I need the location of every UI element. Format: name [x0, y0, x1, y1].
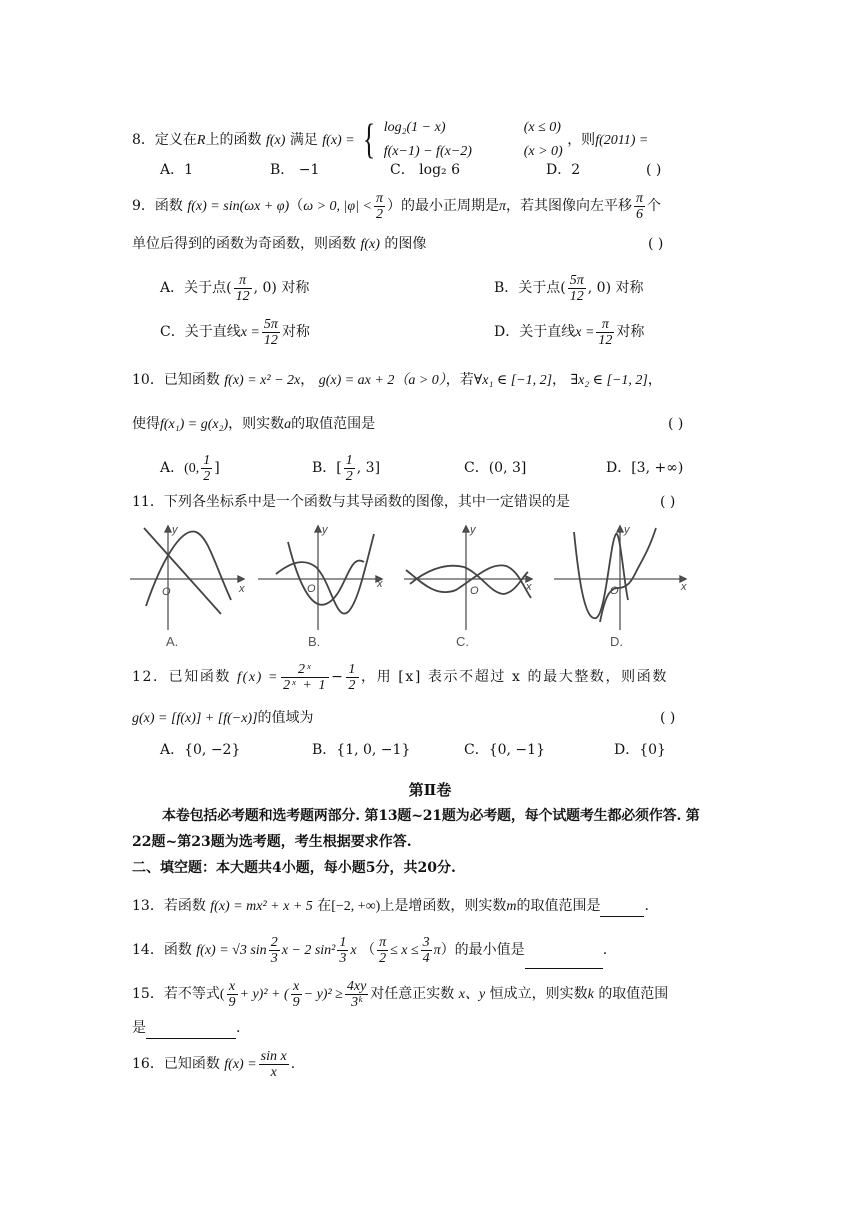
q15-n2: x	[291, 979, 302, 995]
q12-g: g(x) = [f(x)] + [f(−x)]	[132, 711, 258, 726]
q10-g: g(x) = ax + 2	[318, 373, 395, 388]
q14-blank[interactable]	[525, 932, 603, 969]
q9-cond-frac	[374, 191, 385, 222]
q11-d-y: y	[624, 524, 630, 536]
q12-line2	[132, 708, 314, 729]
q11-label-b: B.	[308, 634, 321, 649]
q11-text: 11．下列各坐标系中是一个函数与其导函数的图像，其中一定错误的是	[132, 494, 570, 510]
q14-dot: .	[602, 942, 608, 958]
q10-comma: ，	[552, 372, 567, 388]
q10-optB-label: B．	[312, 460, 337, 476]
q15-n3: 4xy	[346, 978, 367, 994]
q12-line2-end: 的值域为	[257, 710, 314, 726]
q9-optC	[160, 316, 310, 349]
q9-optB-frac	[568, 273, 586, 304]
q15-line2	[132, 1018, 240, 1039]
q9-cond: ω > 0, |φ| <	[303, 199, 372, 214]
q12-line1	[132, 660, 668, 695]
part2-section: 二、填空题：本大题共4小题，每小题5分，共20分.	[132, 860, 456, 876]
q14-lhs: f(x) = √3 sin	[196, 943, 267, 958]
q10-line2	[132, 414, 375, 435]
q10-comma2: ，	[647, 372, 662, 388]
q12-mid: ，用 [x] 表示不超过 x 的最大整数，则函数	[361, 669, 668, 685]
q11-b-o: O	[307, 583, 316, 595]
q10-gcond: （a > 0）	[394, 373, 446, 388]
q10-sep: ，	[300, 372, 315, 388]
q15-d1: 9	[228, 994, 236, 1010]
q15-k: k	[587, 987, 594, 1002]
q8-case1: log₂(1 − x)	[383, 120, 446, 135]
q13-line	[132, 896, 649, 917]
q9-optA-frac	[234, 273, 252, 304]
q9-optC-frac	[262, 317, 280, 348]
q11-c-x: x	[526, 581, 532, 593]
q12-optA: A．{0, −2}	[160, 742, 241, 758]
q9-optB-pre: B．关于点	[494, 280, 561, 296]
q10-optA-open: (0,	[184, 461, 200, 476]
q14-pi: π	[433, 943, 441, 958]
q9-paren: ( )	[648, 236, 664, 252]
q9-shift-frac	[634, 191, 645, 222]
q10-optB-open: [	[336, 460, 342, 476]
q11-c-y: y	[470, 524, 476, 536]
q8-optB: B． −1	[270, 162, 320, 178]
q8-optC: C． log₂ 6	[390, 162, 460, 178]
q8-optD: D．2	[546, 162, 581, 178]
q15-frac3	[345, 979, 368, 1010]
q10-optC: C．(0, 3]	[464, 460, 527, 476]
q9-optA-close: , 0)	[253, 280, 277, 296]
q9-shift: ，若其图像向左平移	[505, 198, 632, 214]
q9-optC-pre: C．关于直线	[160, 324, 241, 340]
q14-n3: π	[379, 934, 387, 950]
q12-num: 2ˣ	[281, 662, 329, 678]
q14-frac4	[421, 935, 432, 966]
q10-line1	[132, 370, 662, 391]
q11-b-y: y	[322, 524, 328, 536]
q9-prefix: 9．函数	[132, 198, 183, 214]
q10-a: a	[284, 417, 292, 432]
q10-optA-den: 2	[203, 468, 211, 484]
q15-n1: x	[227, 979, 238, 995]
q9-optB-post: 对称	[615, 280, 644, 296]
q10-prefix: 10．已知函数	[132, 372, 220, 388]
q9-line1	[132, 190, 661, 223]
q12-prefix: 12．已知函数	[132, 669, 232, 685]
q9-func: f(x) = sin(ωx + φ)	[187, 199, 290, 214]
q15-p1: (	[219, 987, 225, 1002]
q15-line1	[132, 976, 668, 1013]
q10-optB-den: 2	[345, 468, 353, 484]
q9-cond-den: 2	[375, 206, 383, 222]
q13-mid: 上是增函数，则实数	[380, 898, 507, 914]
q8-f-eq: f(x) =	[322, 133, 355, 148]
q15-blank[interactable]	[146, 1018, 236, 1039]
q11-line1	[132, 492, 570, 512]
q11-b-x: x	[377, 578, 383, 590]
q8-cond2: (x > 0)	[523, 144, 563, 159]
q14-open: （	[361, 942, 376, 958]
q10-line2-post: ，则实数	[228, 416, 285, 432]
q8-paren: ( )	[646, 162, 662, 178]
q11-a-o: O	[162, 586, 171, 598]
q9-cond-num: π	[375, 190, 383, 206]
q9-optA	[160, 272, 309, 304]
q9-line2	[132, 234, 426, 255]
q9-optC-num: 5π	[263, 316, 278, 332]
q8-fx: f(x)	[265, 133, 286, 148]
q14-d2: 3	[339, 950, 347, 966]
q15-d2: 9	[292, 994, 300, 1010]
part2-intro2: 22题~第23题为选考题，考生根据要求作答.	[132, 834, 412, 850]
q9-optA-open: (	[226, 280, 232, 296]
q11-graphs	[126, 522, 726, 652]
q10-optB-num: 1	[345, 452, 353, 468]
q12-options	[160, 740, 666, 760]
q12-den: 2ˣ + 1	[283, 677, 328, 693]
q11-a-y: y	[172, 524, 178, 536]
q14-d3: 2	[379, 950, 387, 966]
q11-graph-d	[554, 526, 686, 630]
q9-optA-pre: A．关于点	[160, 280, 227, 296]
q10-optA-frac	[201, 453, 212, 484]
q9-shift-num: π	[635, 190, 643, 206]
q15-end: 的取值范围	[598, 986, 669, 1002]
q9-optD-frac	[596, 317, 614, 348]
q15-xy: x、y	[458, 987, 486, 1002]
q14-n2: 1	[339, 934, 347, 950]
q11-graph-c	[404, 526, 532, 630]
q9-optC-x: x =	[240, 325, 260, 340]
q13-end: 的取值范围是	[516, 898, 601, 914]
q12-frac1	[281, 662, 329, 693]
q9-optA-post: 对称	[281, 280, 310, 296]
q14-frac3	[377, 935, 388, 966]
q15-frac1	[227, 979, 238, 1010]
q9-line2-end: 的图像	[384, 236, 427, 252]
q10-forall: ∀x₁ ∈ [−1, 2]	[473, 373, 553, 388]
q9-optB-close: , 0)	[587, 280, 612, 296]
q14-d4: 4	[422, 950, 430, 966]
q13-blank[interactable]	[600, 896, 644, 917]
q9-unit: 个	[646, 198, 661, 214]
q8-options	[160, 160, 661, 180]
q9-optA-den: 12	[235, 288, 250, 304]
q9-optB	[494, 272, 644, 304]
q15-frac2	[291, 979, 302, 1010]
q14-prefix: 14．函数	[132, 942, 192, 958]
q16-lhs: f(x) =	[224, 1057, 257, 1072]
q11-a-x: x	[239, 583, 245, 595]
q11-label-c: C.	[456, 634, 469, 649]
q12-minus: −	[331, 669, 345, 685]
q8-cond1: (x ≤ 0)	[523, 120, 561, 135]
q13-dot: .	[644, 898, 649, 914]
q8-ask: f(2011) =	[595, 133, 649, 148]
q16-frac	[259, 1049, 289, 1080]
q8-prefix: 8．定义在	[132, 132, 197, 148]
q10-optD: D．[3, +∞)	[606, 460, 684, 476]
q16-num: sin x	[260, 1048, 287, 1064]
q11-label-a: A.	[166, 634, 179, 649]
q10-eq: f(x₁) = g(x₂)	[160, 417, 229, 432]
q11-d-o: O	[610, 585, 619, 597]
q8-then: ，则	[567, 132, 596, 148]
q9-optB-den: 12	[569, 288, 584, 304]
q11-graph-b	[258, 526, 382, 630]
q9-optA-num: π	[234, 273, 252, 289]
part2-intro1: 本卷包括必考题和选考题两部分. 第13题~21题为必考题，每个试题考生都必须作答. 第	[162, 808, 700, 824]
q8-optA: A．1	[160, 162, 194, 178]
q12-optD: D．{0}	[614, 742, 666, 758]
q9-optC-post: 对称	[281, 324, 310, 340]
q12-paren: ( )	[660, 710, 676, 726]
q10-optA-label: A．	[160, 460, 185, 476]
q10-exists: ∃x₂ ∈ [−1, 2]	[570, 373, 648, 388]
q9-shift-den: 6	[635, 206, 643, 222]
q11-graph-a	[130, 526, 244, 630]
q8-line1	[132, 116, 648, 164]
q9-optB-num: 5π	[569, 272, 584, 288]
q16-line	[132, 1046, 295, 1083]
q16-dot: .	[290, 1056, 296, 1072]
q14-frac2	[337, 935, 348, 966]
q10-optA-close: ]	[214, 460, 220, 476]
q9-cond-close: ）的最小正周期是	[386, 198, 499, 214]
q11-paren: ( )	[660, 494, 676, 510]
q14-line	[132, 932, 607, 969]
q15-prefix: 15．若不等式	[132, 986, 220, 1002]
q8-brace: {	[363, 117, 376, 163]
q9-optD-x: x =	[575, 325, 595, 340]
q13-prefix: 13．若函数	[132, 898, 206, 914]
q10-optB	[312, 452, 464, 484]
q16-prefix: 16．已知函数	[132, 1056, 220, 1072]
q9-cond-open: （	[289, 198, 304, 214]
q10-optA	[160, 452, 312, 485]
q15-t1: + y)² + (	[239, 987, 289, 1002]
q15-mid2: 恒成立，则实数	[489, 986, 588, 1002]
q14-n1: 2	[270, 934, 278, 950]
q10-optB-frac	[344, 453, 355, 484]
q13-func: f(x) = mx² + x + 5	[210, 899, 313, 914]
q9-optD-den: 12	[598, 332, 613, 348]
q8-satisfy: 满足	[289, 132, 318, 148]
q10-if: ，若	[445, 372, 474, 388]
q13-interval: [−2, +∞)	[331, 899, 381, 914]
q11-c-o: O	[470, 585, 479, 597]
q8-R: R	[196, 133, 206, 148]
q14-le: ≤ x ≤	[390, 943, 419, 958]
q15-line2-text: 是	[132, 1020, 146, 1036]
q10-f: f(x) = x² − 2x	[224, 373, 301, 388]
q9-optD	[494, 316, 644, 349]
q10-optB-close: , 3]	[356, 460, 381, 476]
q10-paren: ( )	[668, 416, 684, 432]
q10-options	[160, 452, 683, 485]
q9-optD-num: π	[596, 317, 614, 333]
q14-frac1	[269, 935, 280, 966]
q11-d-x: x	[681, 581, 687, 593]
q14-close: ）的最小值是	[440, 942, 525, 958]
q8-cases	[384, 116, 563, 164]
q9-optB-open: (	[560, 280, 566, 296]
q16-den: x	[270, 1064, 277, 1080]
q8-mid: 上的函数	[205, 132, 262, 148]
q10-line2-end: 的取值范围是	[291, 416, 376, 432]
q9-pi: π	[498, 199, 506, 214]
q10-line2-pre: 使得	[132, 416, 160, 432]
part2-title: 第Ⅱ卷	[408, 781, 452, 799]
q13-on: 在	[317, 898, 332, 914]
q14-n4: 3	[422, 934, 430, 950]
q9-optC-den: 12	[263, 332, 278, 348]
q12-f-lhs: f(x) =	[237, 670, 280, 685]
q14-mid: x − 2 sin²	[281, 943, 336, 958]
q12-half-num: 1	[348, 661, 358, 677]
q8-case2: f(x−1) − f(x−2)	[383, 144, 472, 159]
q11-label-d: D.	[610, 634, 623, 649]
q12-frac2	[346, 662, 359, 693]
q9-line2: 单位后得到的函数为奇函数，则函数	[132, 236, 356, 252]
q12-optB: B．{1, 0, −1}	[312, 742, 411, 758]
q9-fx: f(x)	[360, 237, 380, 252]
q9-optD-pre: D．关于直线	[494, 324, 576, 340]
q14-d1: 3	[270, 950, 278, 966]
q15-mid: 对任意正实数	[370, 986, 455, 1002]
q13-m: m	[506, 899, 517, 914]
q12-half-den: 2	[348, 677, 358, 693]
q10-optA-num: 1	[203, 452, 211, 468]
q15-d3: 3ᵏ	[351, 994, 363, 1010]
q15-dot: .	[236, 1020, 241, 1036]
q12-optC: C．{0, −1}	[464, 742, 545, 758]
q9-optD-post: 对称	[616, 324, 645, 340]
q14-x: x	[350, 943, 357, 958]
q15-t2: − y)² ≥	[303, 987, 343, 1002]
